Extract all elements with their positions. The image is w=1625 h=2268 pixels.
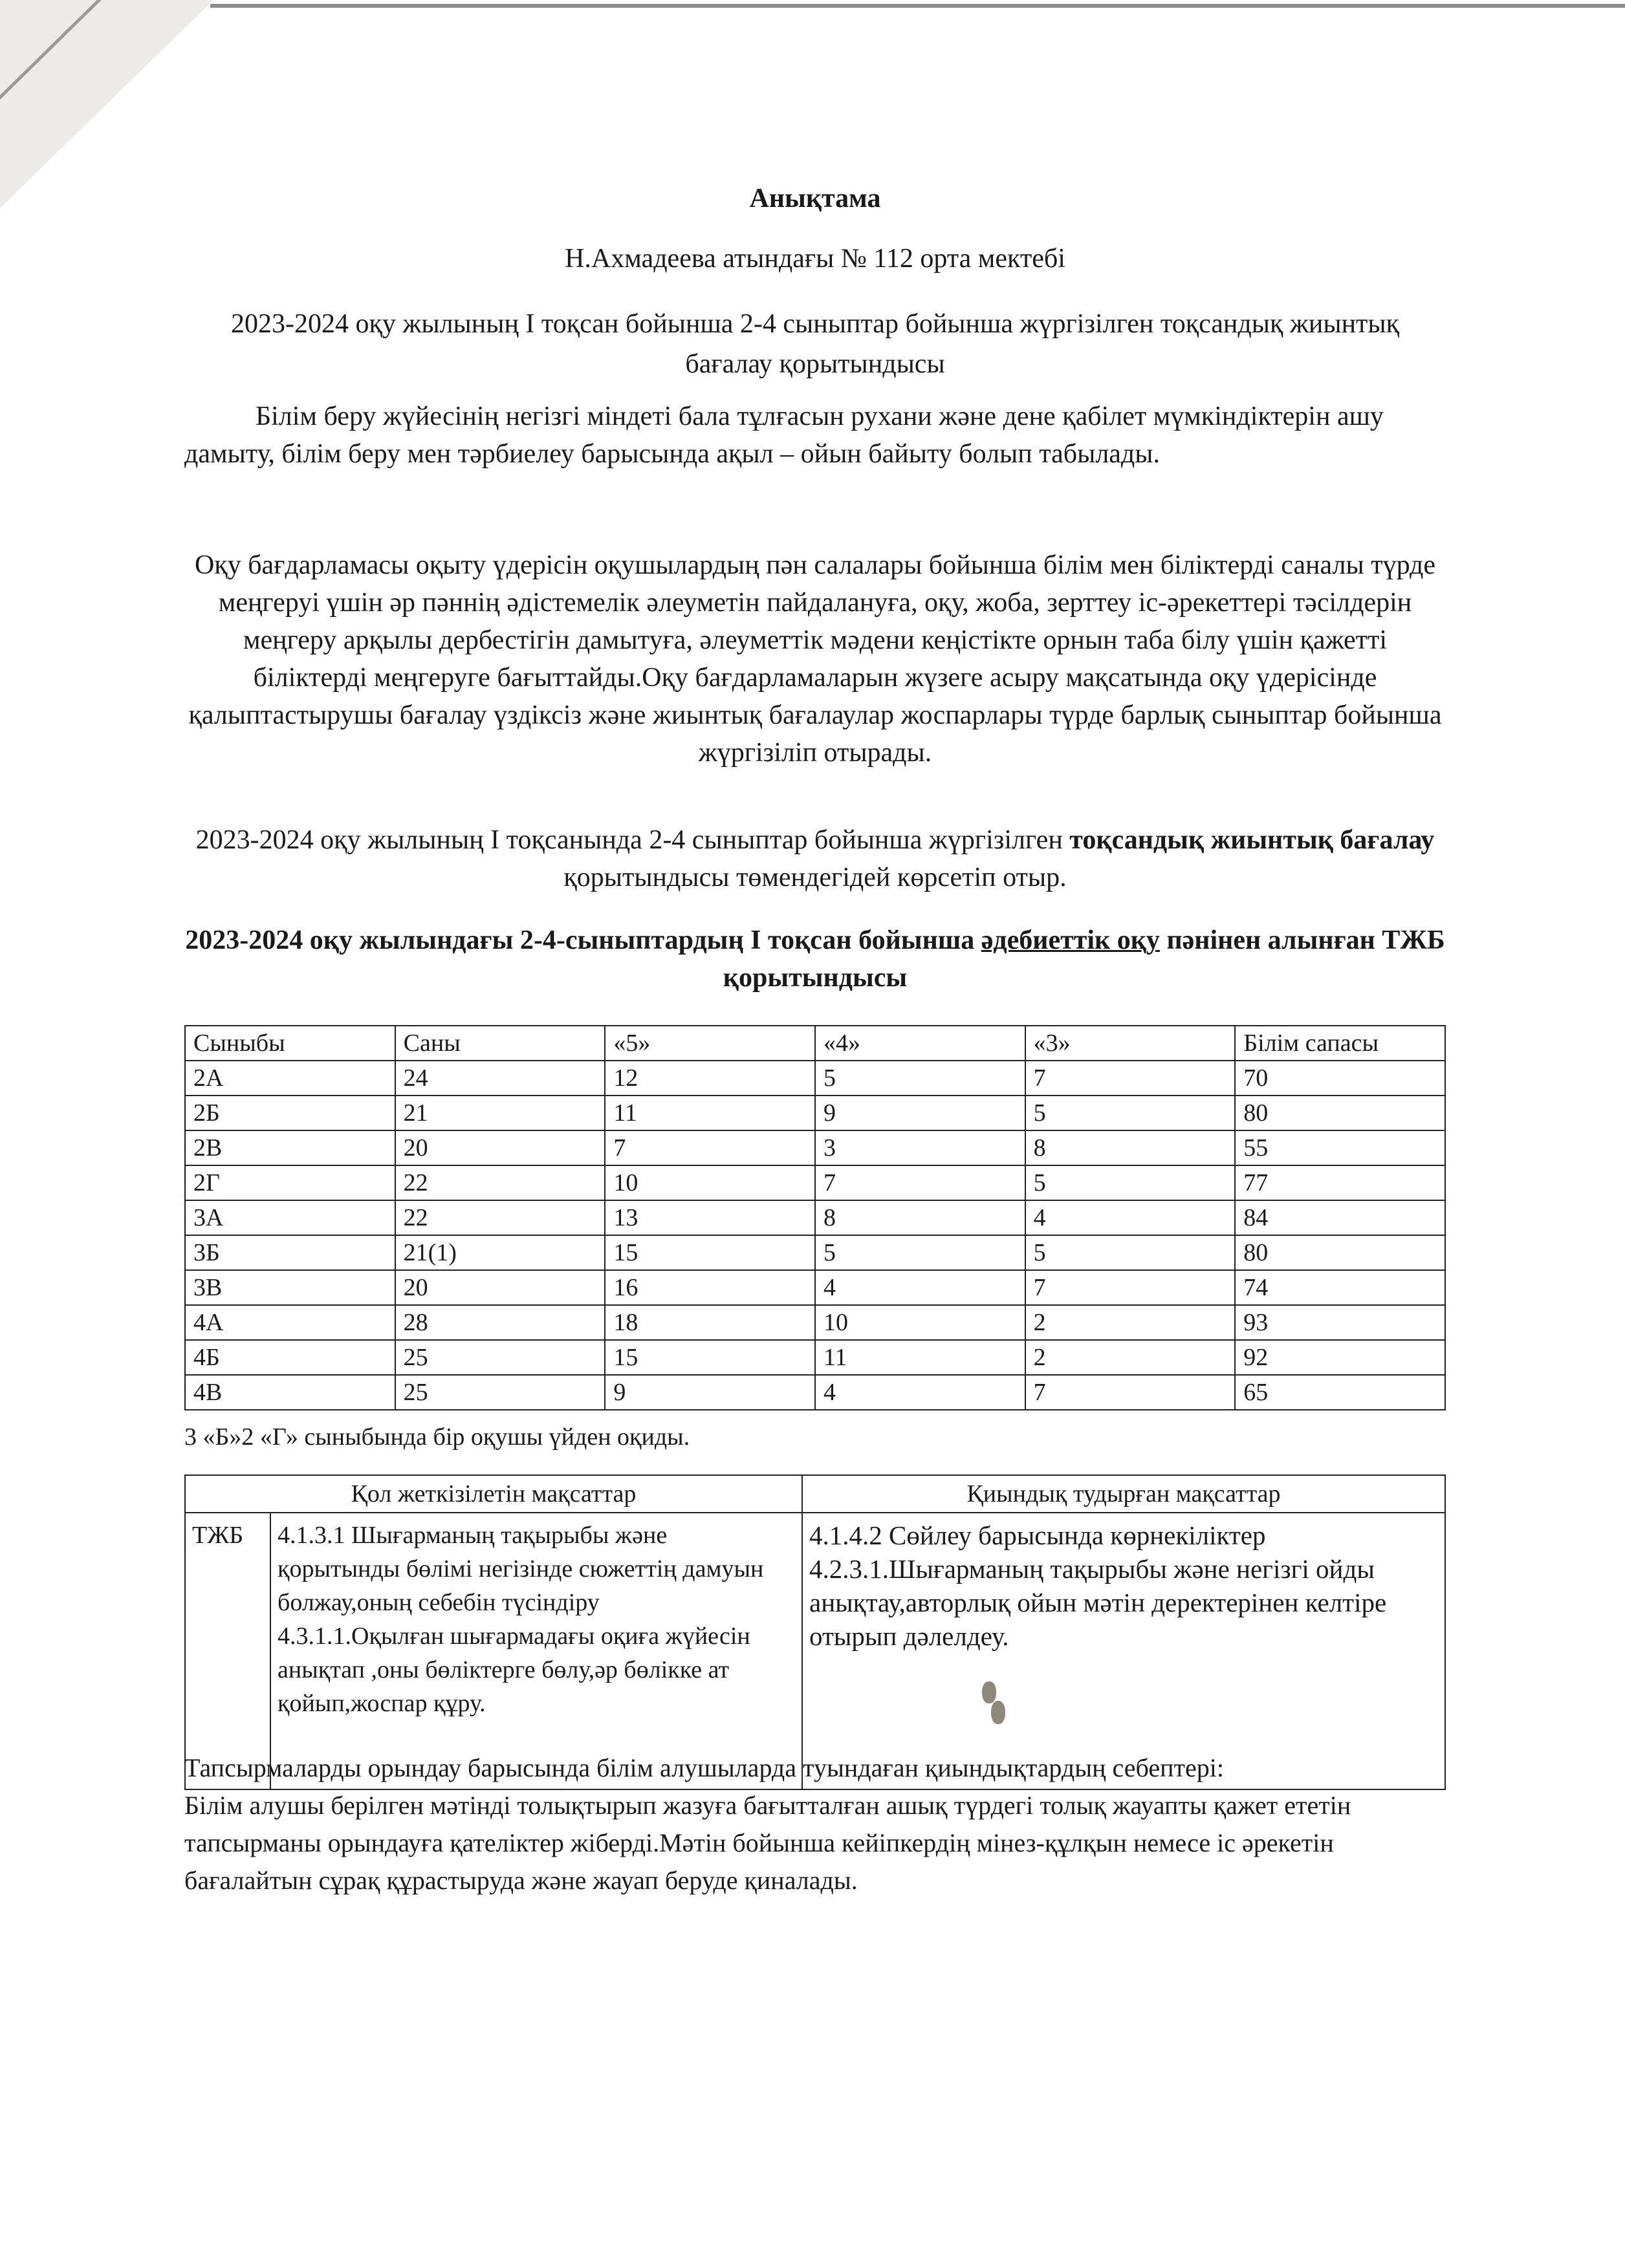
cell-grade-3: 7 (1025, 1061, 1236, 1096)
document-subtitle: 2023-2024 оқу жылының I тоқсан бойынша 2-4 сыныптар бойынша жүргізілген тоқсандық жиынтық бағалау қорытындысы (230, 309, 1400, 379)
cell-quality: 92 (1235, 1340, 1445, 1375)
table-row (185, 1305, 1445, 1340)
table-title-subject: әдебиеттік оқу (981, 925, 1160, 955)
results-header-row (185, 1026, 1445, 1061)
cell-count: 20 (395, 1270, 605, 1305)
cell-grade-5: 15 (605, 1340, 815, 1375)
cell-grade-5: 7 (605, 1130, 815, 1165)
goals-row-label: ТЖБ (185, 1513, 270, 1789)
header-difficult-goals: Қиындық тудырған мақсаттар (802, 1475, 1445, 1513)
scan-stain (982, 1681, 996, 1703)
cell-class: 3Б (185, 1235, 395, 1270)
cell-grade-3: 2 (1025, 1305, 1236, 1340)
cell-count: 24 (395, 1061, 605, 1096)
cell-class: 3А (185, 1200, 395, 1235)
cell-grade-4: 5 (815, 1235, 1025, 1270)
table-row (185, 1270, 1445, 1305)
summary-text-bold: тоқсандық жиынтық бағалау (1069, 825, 1435, 855)
goals-header-row (185, 1475, 1445, 1513)
cell-grade-3: 4 (1025, 1200, 1236, 1235)
cell-quality: 55 (1235, 1130, 1445, 1165)
cell-grade-3: 7 (1025, 1270, 1236, 1305)
cell-grade-4: 7 (815, 1165, 1025, 1200)
cell-grade-5: 15 (605, 1235, 815, 1270)
cell-grade-4: 4 (815, 1375, 1025, 1410)
header-grade-5: «5» (605, 1026, 815, 1061)
scan-top-edge (210, 4, 1625, 8)
cell-grade-5: 16 (605, 1270, 815, 1305)
cell-quality: 70 (1235, 1061, 1445, 1096)
cell-grade-5: 9 (605, 1375, 815, 1410)
cell-quality: 84 (1235, 1200, 1445, 1235)
cell-class: 2Б (185, 1096, 395, 1130)
cell-count: 25 (395, 1375, 605, 1410)
cell-count: 25 (395, 1340, 605, 1375)
achieved-goal: 4.3.1.1.Оқылған шығармадағы оқиға жүйесін анықтап ,оны бөліктерге бөлу,әр бөлікке ат қойып,жоспар құру. (278, 1623, 750, 1717)
cell-class: 3В (185, 1270, 395, 1305)
cell-quality: 65 (1235, 1375, 1445, 1410)
curriculum-paragraph: Оқу бағдарламасы оқыту үдерісін оқушылардың пән салалары бойынша білім мен біліктерді саналы түрде меңгеруі үшін әр пәннің әдістемелік әлеуметін пайдалануға, оқу, жоба, зерттеу іс-әрекеттері тәсілдерін меңгеру арқылы дербестігін дамытуға, әлеуметтік мәдени кеңістікте орнын таба білу үшін қажетті біліктерді меңгеруге бағыттайды.Оқу бағдарламаларын жүзеге асыру мақсатында оқу үдерісінде қалыптастырушы бағалау үздіксіз және жиынтық бағалаулар жоспарлары түрде барлық сыныптар бойынша жүргізіліп отырады. (188, 550, 1442, 768)
folded-page-corner (0, 0, 213, 208)
intro-paragraph: Білім беру жүйесінің негізгі міндеті бала тұлғасын рухани және дене қабілет мүмкіндіктерін ашу дамыту, білім беру мен тәрбиелеу барысында ақыл – ойын байыту болып табылады. (184, 402, 1384, 469)
summary-text-end: қорытындысы төмендегідей көрсетіп отыр. (563, 863, 1067, 892)
table-row (185, 1096, 1445, 1130)
header-achieved-goals: Қол жеткізілетін мақсаттар (185, 1475, 802, 1513)
cell-grade-4: 10 (815, 1305, 1025, 1340)
summary-paragraph (184, 821, 1446, 896)
cell-grade-4: 11 (815, 1340, 1025, 1375)
table-row (185, 1340, 1445, 1375)
table-row (185, 1165, 1445, 1200)
table-row (185, 1130, 1445, 1165)
cell-count: 21(1) (395, 1235, 605, 1270)
summary-text-start: 2023-2024 оқу жылының I тоқсанында 2-4 сыныптар бойынша жүргізілген (195, 825, 1070, 855)
header-count: Саны (395, 1026, 605, 1061)
cell-quality: 80 (1235, 1235, 1445, 1270)
cell-count: 20 (395, 1130, 605, 1165)
cell-grade-5: 10 (605, 1165, 815, 1200)
cell-class: 2А (185, 1061, 395, 1096)
table-row (185, 1200, 1445, 1235)
cell-count: 28 (395, 1305, 605, 1340)
difficulty-reasons (184, 1749, 1446, 1899)
document-title: Анықтама (749, 184, 881, 213)
cell-grade-4: 4 (815, 1270, 1025, 1305)
school-name: Н.Ахмадеева атындағы № 112 орта мектебі (565, 244, 1065, 274)
table-row (185, 1061, 1445, 1096)
goals-table (184, 1474, 1446, 1790)
table-note: 3 «Б»2 «Г» сыныбында бір оқушы үйден оқиды. (184, 1423, 690, 1451)
cell-grade-5: 12 (605, 1061, 815, 1096)
cell-grade-5: 11 (605, 1096, 815, 1130)
cell-grade-3: 5 (1025, 1235, 1236, 1270)
cell-grade-3: 8 (1025, 1130, 1236, 1165)
table-title-start: 2023-2024 оқу жылындағы 2-4-сыныптардың I тоқсан бойынша (185, 925, 981, 955)
cell-grade-4: 3 (815, 1130, 1025, 1165)
cell-grade-5: 18 (605, 1305, 815, 1340)
results-table (184, 1025, 1446, 1410)
reasons-text: Білім алушы берілген мәтінді толықтырып жазуға бағытталған ашық түрдегі толық жауапты қажет ететін тапсырманы орындауға қателіктер жіберді.Мәтін бойынша кейіпкердің мінез-құлқын немесе іс әрекетін бағалайтын сұрақ құрастыруда және жауап беруде қиналады. (184, 1791, 1351, 1895)
cell-grade-3: 5 (1025, 1165, 1236, 1200)
cell-class: 4В (185, 1375, 395, 1410)
cell-quality: 77 (1235, 1165, 1445, 1200)
cell-count: 21 (395, 1096, 605, 1130)
difficult-goals-cell (802, 1513, 1445, 1789)
cell-grade-4: 9 (815, 1096, 1025, 1130)
cell-quality: 74 (1235, 1270, 1445, 1305)
header-grade-4: «4» (815, 1026, 1025, 1061)
cell-grade-4: 5 (815, 1061, 1025, 1096)
scan-stain (991, 1701, 1005, 1724)
header-grade-3: «3» (1025, 1026, 1236, 1061)
cell-grade-3: 5 (1025, 1096, 1236, 1130)
cell-count: 22 (395, 1165, 605, 1200)
table-row (185, 1375, 1445, 1410)
cell-class: 2В (185, 1130, 395, 1165)
difficult-goal: 4.2.3.1.Шығарманың тақырыбы және негізгі ойды анықтау,авторлық ойын мәтін деректерінен келтіре отырып дәлелдеу. (809, 1554, 1387, 1651)
cell-quality: 80 (1235, 1096, 1445, 1130)
header-quality: Білім сапасы (1235, 1026, 1445, 1061)
difficult-goal: 4.1.4.2 Сөйлеу барысында көрнекіліктер (809, 1520, 1266, 1550)
cell-grade-3: 7 (1025, 1375, 1236, 1410)
cell-class: 4А (185, 1305, 395, 1340)
cell-grade-4: 8 (815, 1200, 1025, 1235)
achieved-goals-cell (270, 1513, 802, 1789)
reasons-heading: Тапсырмаларды орындау барысында білім алушыларда туындаған қиындықтардың себептері: (184, 1753, 1224, 1782)
cell-grade-3: 2 (1025, 1340, 1236, 1375)
cell-class: 4Б (185, 1340, 395, 1375)
achieved-goal: 4.1.3.1 Шығарманың тақырыбы және қорытынды бөлімі негізінде сюжеттің дамуын болжау,оның себебін түсіндіру (278, 1522, 764, 1616)
cell-count: 22 (395, 1200, 605, 1235)
table-title-end: пәнінен алынған ТЖБ қорытындысы (723, 925, 1445, 993)
table-row (185, 1235, 1445, 1270)
goals-row (185, 1513, 1445, 1789)
cell-class: 2Г (185, 1165, 395, 1200)
cell-grade-5: 13 (605, 1200, 815, 1235)
table-title (184, 922, 1446, 997)
header-class: Сыныбы (185, 1026, 395, 1061)
cell-quality: 93 (1235, 1305, 1445, 1340)
